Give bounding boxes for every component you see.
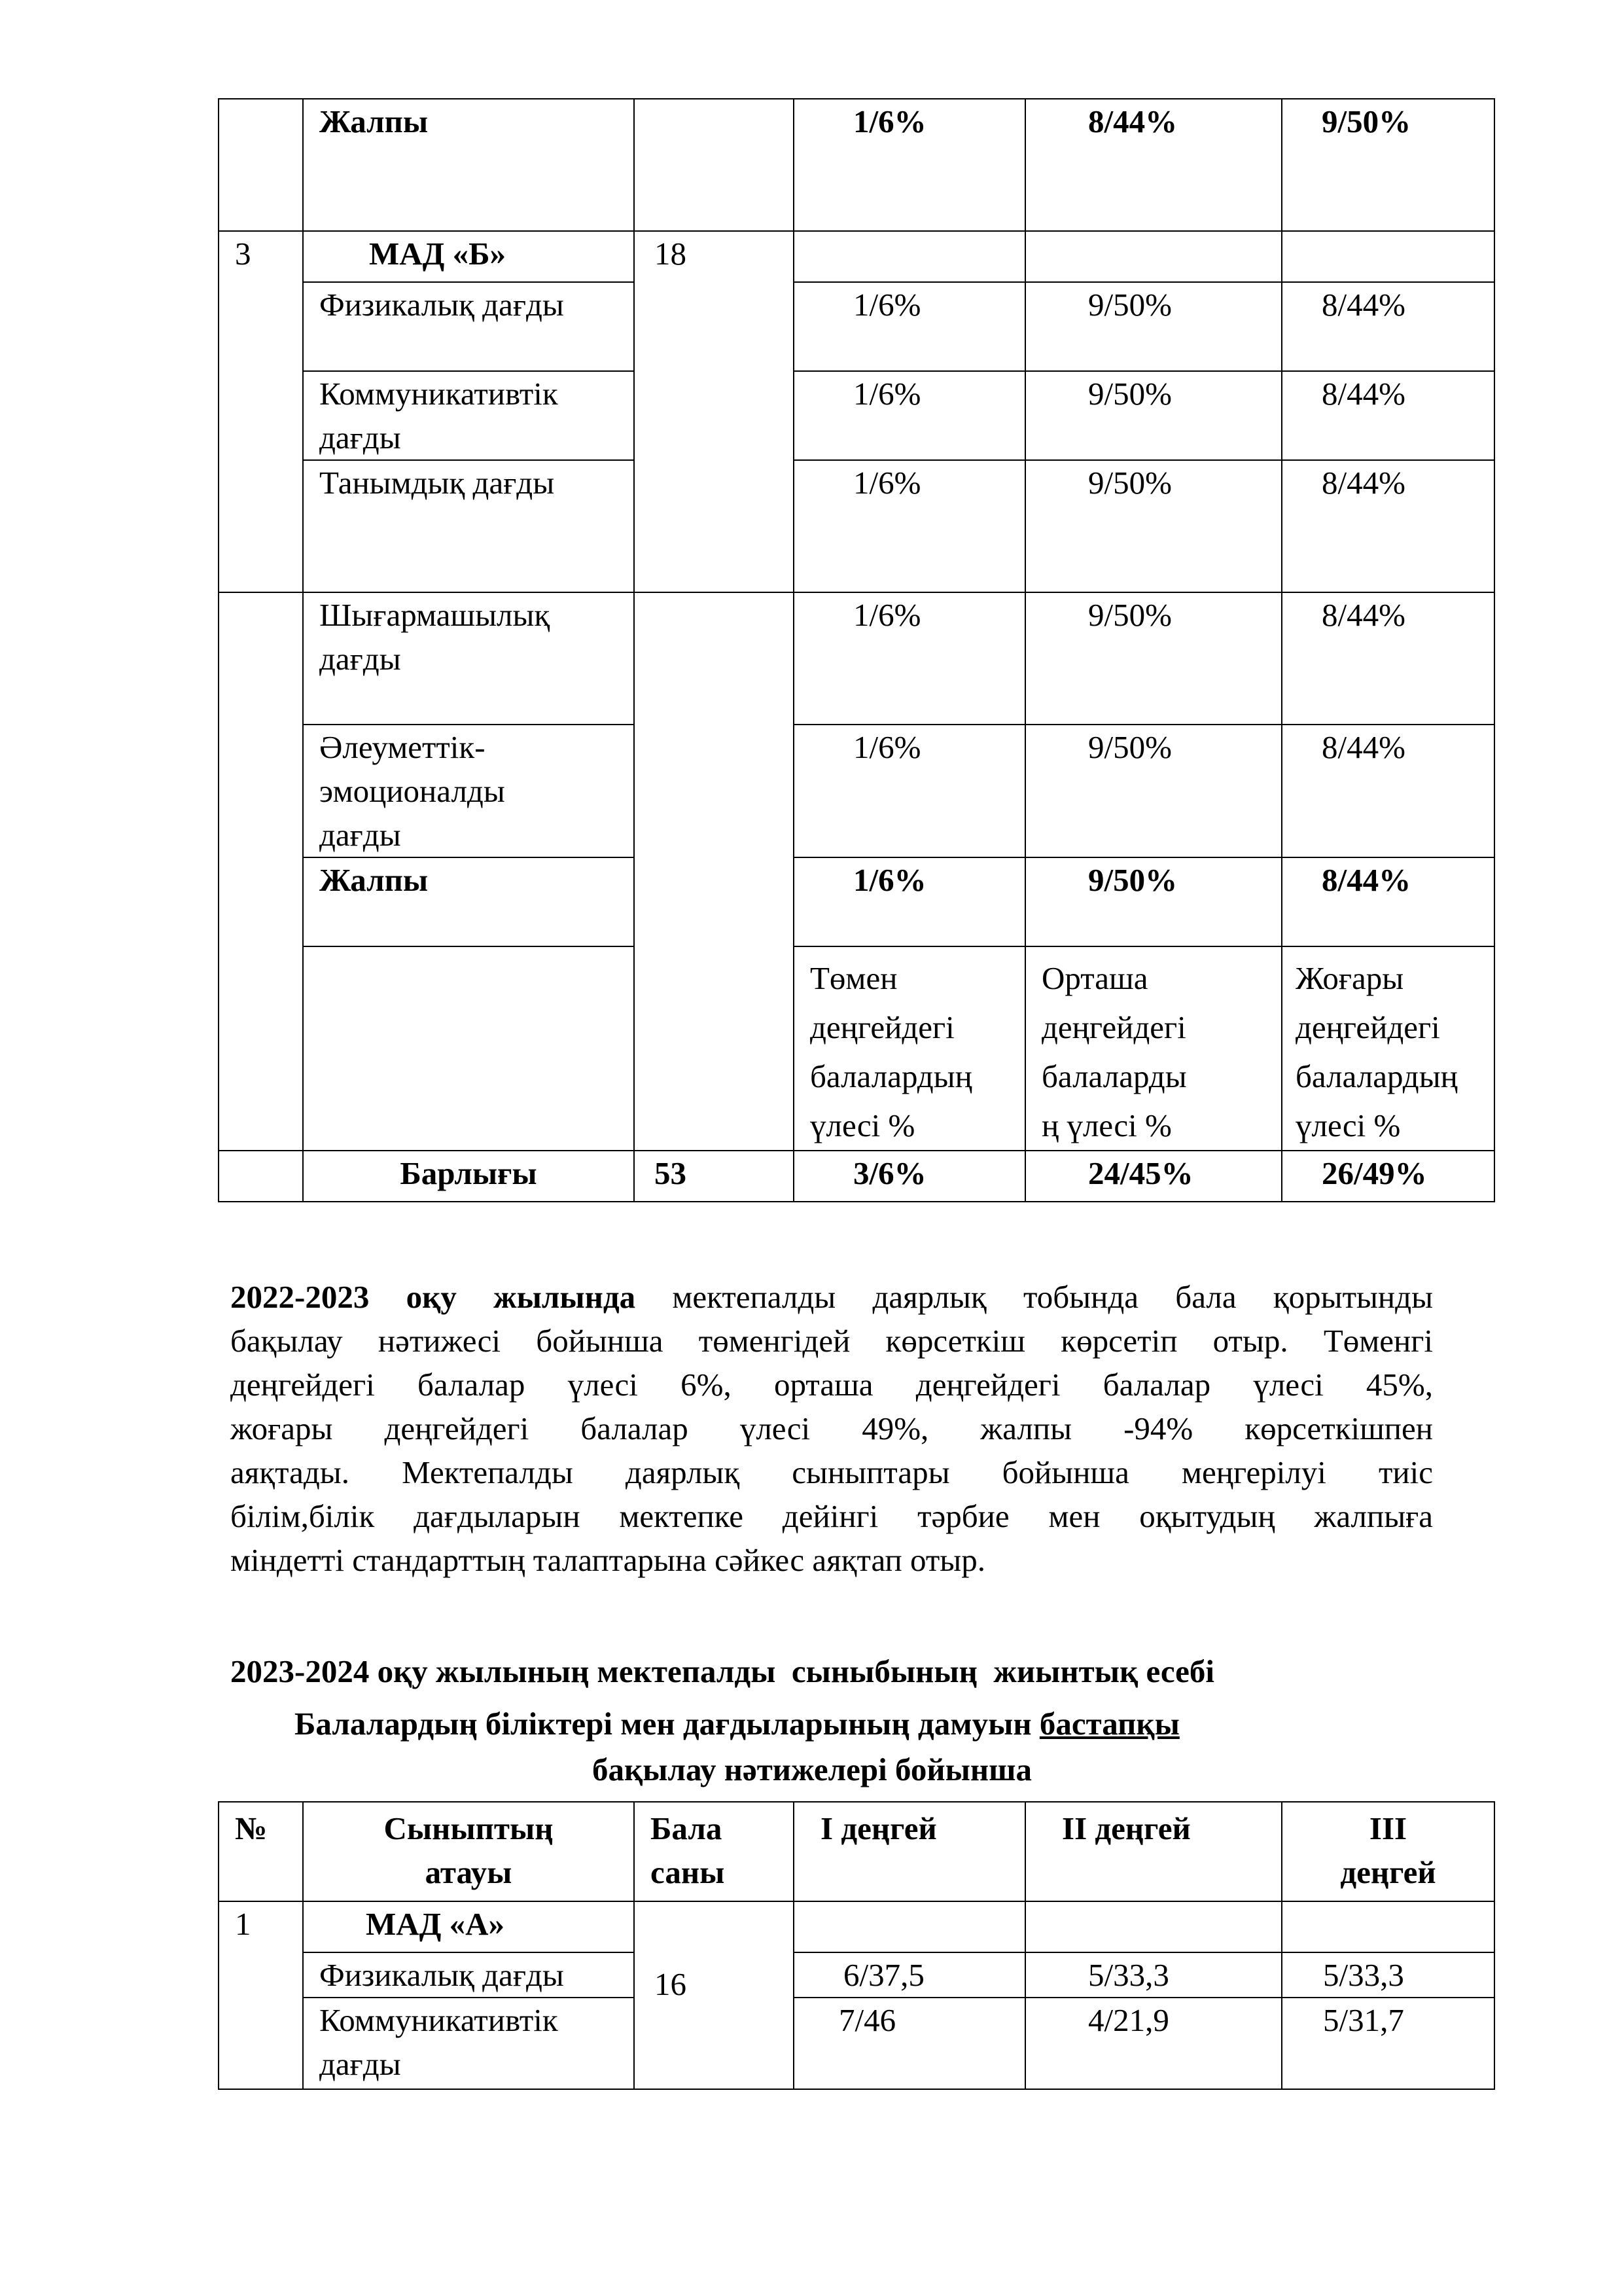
summary-paragraph: 2022-2023 оқу жылында мектепалды даярлық тобында бала қорытынды бақылау нәтижесі бойынша төменгідей көрсеткіш көрсетіп отыр. Төменгі деңгейдегі балалар үлесі 6%, орташа деңгейдегі балалар үлесі 45%, жоғары деңгейдегі балалар үлесі 49%, жалпы -94% көрсеткішпен аяқтады. Мектепалды даярлық сыныптары бойынша меңгерілуі тиіс білім,білік дағдыларын мектепке дейінгі тәрбие мен оқытудың жалпыға міндетті стандарттың талаптарына сәйкес аяқтап отыр. [230, 1279, 1433, 1578]
row-label: Коммуникативтік дағды [303, 371, 634, 460]
mid-value: 24/45% [1025, 1151, 1282, 1202]
report-heading: 2023-2024 оқу жылының мектепалды сыныбының жиынтық есебі [230, 1653, 1215, 1689]
group-number: 3 [219, 231, 303, 592]
row-label: Шығармашылық дағды [303, 592, 634, 725]
table-row [219, 460, 1494, 592]
grand-total-count: 53 [634, 1151, 794, 1202]
high-value: 8/44% [1282, 282, 1494, 371]
table-row [219, 282, 1494, 371]
row-label: Әлеуметтік- эмоционалды дағды [303, 725, 634, 857]
mid-value: 9/50% [1025, 371, 1282, 460]
sub-heading-line1: Балалардың біліктері мен дағдыларының дамуын бастапқы [294, 1706, 1180, 1742]
low-value: 1/6% [794, 371, 1025, 460]
level1-value: 6/37,5 [794, 1952, 1025, 1998]
legend-mid: Орташа деңгейдегі балаларды ң үлесі % [1025, 946, 1282, 1151]
group-row [219, 231, 1494, 282]
low-value: 1/6% [794, 857, 1025, 946]
mid-value: 9/50% [1025, 282, 1282, 371]
row-label: Физикалық дағды [303, 282, 634, 371]
high-value: 8/44% [1282, 725, 1494, 857]
mid-value: 9/50% [1025, 460, 1282, 592]
legend-low: Төмен деңгейдегі балалардың үлесі % [794, 946, 1025, 1151]
low-value: 1/6% [794, 282, 1025, 371]
table-row [219, 1998, 1494, 2089]
paragraph-lead: 2022-2023 оқу жылында [230, 1279, 636, 1315]
high-value: 8/44% [1282, 460, 1494, 592]
row-label: Коммуникативтік дағды [303, 1998, 634, 2089]
group-name: МАД «Б» [303, 231, 634, 282]
num-header: № [219, 1802, 303, 1901]
group-row [219, 1901, 1494, 1952]
table-row [219, 725, 1494, 857]
class-header: Сыныптың атауы [303, 1802, 634, 1901]
level3-value: 5/31,7 [1282, 1998, 1494, 2089]
level2-header: II деңгей [1025, 1802, 1282, 1901]
high-value: 8/44% [1282, 371, 1494, 460]
group-count: 16 [634, 1901, 794, 2089]
header-row [219, 1802, 1494, 1901]
grand-total-label: Барлығы [303, 1151, 634, 1202]
table-row [219, 592, 1494, 725]
level1-value: 7/46 [794, 1998, 1025, 2089]
skills-results-table [218, 98, 1495, 1202]
grand-total-row [219, 1151, 1494, 1202]
row-label: Физикалық дағды [303, 1952, 634, 1998]
level3-header: III деңгей [1282, 1802, 1494, 1901]
high-value: 8/44% [1282, 592, 1494, 725]
level1-header: I деңгей [794, 1802, 1025, 1901]
high-value: 9/50% [1282, 99, 1494, 231]
low-value: 1/6% [794, 460, 1025, 592]
high-value: 8/44% [1282, 857, 1494, 946]
initial-assessment-table [218, 1801, 1495, 2090]
group-number: 1 [219, 1901, 303, 2089]
total-label: Жалпы [303, 857, 634, 946]
legend-row [219, 946, 1494, 1151]
mid-value: 9/50% [1025, 592, 1282, 725]
count-header: Бала саны [634, 1802, 794, 1901]
low-value: 1/6% [794, 592, 1025, 725]
total-row-a [219, 99, 1494, 231]
low-value: 3/6% [794, 1151, 1025, 1202]
table-row [219, 1952, 1494, 1998]
legend-high: Жоғары деңгейдегі балалардың үлесі % [1282, 946, 1494, 1151]
high-value: 26/49% [1282, 1151, 1494, 1202]
level2-value: 4/21,9 [1025, 1998, 1282, 2089]
group-name: МАД «А» [303, 1901, 634, 1952]
total-label: Жалпы [303, 99, 634, 231]
level3-value: 5/33,3 [1282, 1952, 1494, 1998]
low-value: 1/6% [794, 725, 1025, 857]
level2-value: 5/33,3 [1025, 1952, 1282, 1998]
group-count: 18 [634, 231, 794, 592]
row-label: Танымдық дағды [303, 460, 634, 592]
mid-value: 9/50% [1025, 857, 1282, 946]
mid-value: 8/44% [1025, 99, 1282, 231]
sub-heading-line2: бақылау нәтижелері бойынша [592, 1751, 1032, 1787]
low-value: 1/6% [794, 99, 1025, 231]
mid-value: 9/50% [1025, 725, 1282, 857]
table-row [219, 371, 1494, 460]
total-row-b [219, 857, 1494, 946]
